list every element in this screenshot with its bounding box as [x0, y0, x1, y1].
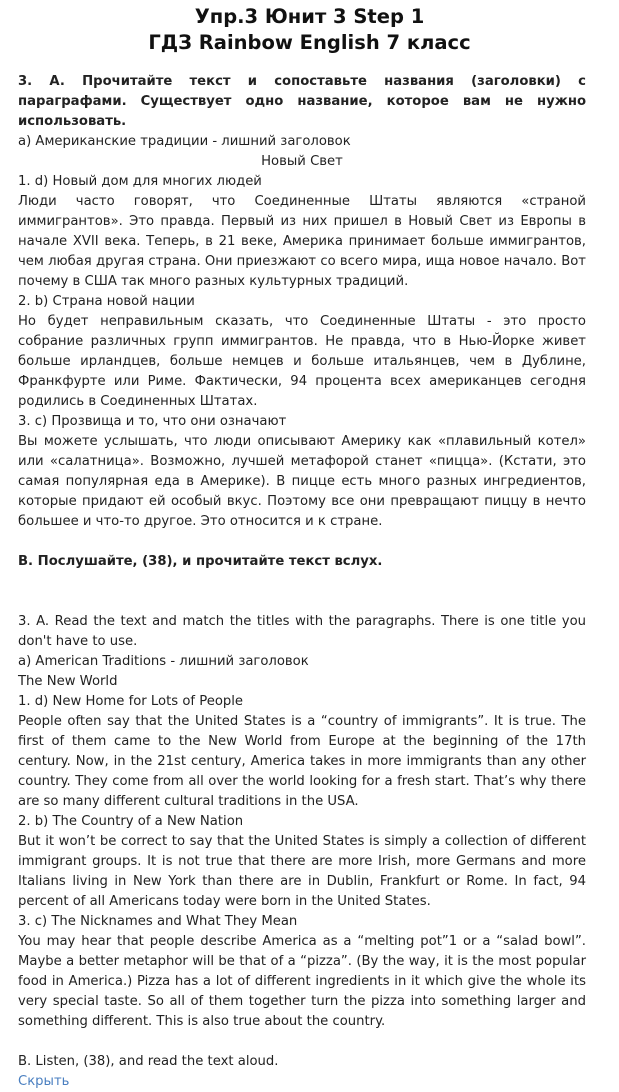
paragraph-2-text-ru: Но будет неправильным сказать, что Соединенные Штаты - это просто собрание различных групп иммигрантов. Не правда, что в Нью-Йорке живет больше ирландцев, больше немцев и больше итальянцев, чем в Дублине, Франкфурте или Риме. Фактически, 94 процента всех американцев сегодня родились в Соединенных Штатах.: [18, 314, 586, 409]
paragraph-2-text-en: But it won’t be correct to say that the United States is simply a collection of different immigrant groups. It is not true that there are more Irish, more Germans and more Italians living in New York than there are in Dublin, Frankfurt or Rome. In fact, 94 percent of all Americans today were born in the United States.: [18, 834, 586, 909]
spacer: [18, 592, 586, 612]
paragraph-3-heading-en: 3. c) The Nicknames and What They Mean: [18, 914, 298, 929]
extra-title-en: a) American Traditions - лишний заголовок: [18, 654, 309, 669]
solution-content: [18, 72, 586, 1092]
page-header: [0, 0, 619, 56]
paragraph-1-text-ru: Люди часто говорят, что Соединенные Штаты являются «страной иммигрантов». Это правда. Первый из них пришел в Новый Свет из Европы в начале XVII века. Теперь, в 21 веке, Америка принимает больше иммигрантов, чем любая другая страна. Они приезжают со всего мира, ища новое начало. Вот почему в США так много разных культурных традиций.: [18, 194, 586, 289]
paragraph-1-heading-ru: 1. d) Новый дом для многих людей: [18, 174, 262, 189]
page-title-line1: Упр.3 Юнит 3 Step 1: [194, 5, 425, 28]
main-title-en: The New World: [18, 674, 118, 689]
paragraph-2-heading-en: 2. b) The Country of a New Nation: [18, 814, 244, 829]
page-title-line2: ГДЗ Rainbow English 7 класс: [148, 31, 471, 54]
paragraph-3-heading-ru: 3. c) Прозвища и то, что они означают: [18, 414, 287, 429]
paragraph-3-text-ru: Вы можете услышать, что люди описывают Америку как «плавильный котел» или «салатница». Возможно, лучшей метафорой станет «пицца». (Кстати, это самая популярная еда в Америке). В пицце есть много разных ингредиентов, которые придают ей особый вкус. Поэтому все они превращают пиццу в нечто большее и что-то другое. Это относится и к стране.: [18, 434, 586, 529]
task-a-ru: 3. A. Прочитайте текст и сопоставьте названия (заголовки) с параграфами. Существует одно название, которое вам не нужно использовать.: [18, 74, 586, 129]
task-b-ru: B. Послушайте, (38), и прочитайте текст вслух.: [18, 554, 383, 569]
spacer: [18, 532, 586, 552]
paragraph-3-text-en: You may hear that people describe America as a “melting pot”1 or a “salad bowl”. Maybe a better metaphor will be that of a “pizza”. (By the way, it is the most popular food in America.) Pizza has a lot of different ingredients in it which give the whole its very special taste. So all of them together turn the pizza into something larger and something different. This is also true about the country.: [18, 934, 586, 1029]
spacer: [18, 572, 586, 592]
hide-link[interactable]: Скрыть: [18, 1074, 70, 1089]
paragraph-2-heading-ru: 2. b) Страна новой нации: [18, 294, 195, 309]
task-b-en: B. Listen, (38), and read the text aloud.: [18, 1054, 279, 1069]
main-title-ru: Новый Свет: [261, 154, 343, 169]
task-a-en: 3. A. Read the text and match the titles with the paragraphs. There is one title you don't have to use.: [18, 614, 586, 649]
paragraph-1-text-en: People often say that the United States is a “country of immigrants”. It is true. The first of them came to the New World from Europe at the beginning of the 17th century. Now, in the 21st century, America takes in more immigrants than any other country. They come from all over the world looking for a fresh start. That’s why there are so many different cultural traditions in the USA.: [18, 714, 586, 809]
spacer: [18, 1032, 586, 1052]
paragraph-1-heading-en: 1. d) New Home for Lots of People: [18, 694, 244, 709]
extra-title-ru: a) Американские традиции - лишний заголовок: [18, 134, 351, 149]
